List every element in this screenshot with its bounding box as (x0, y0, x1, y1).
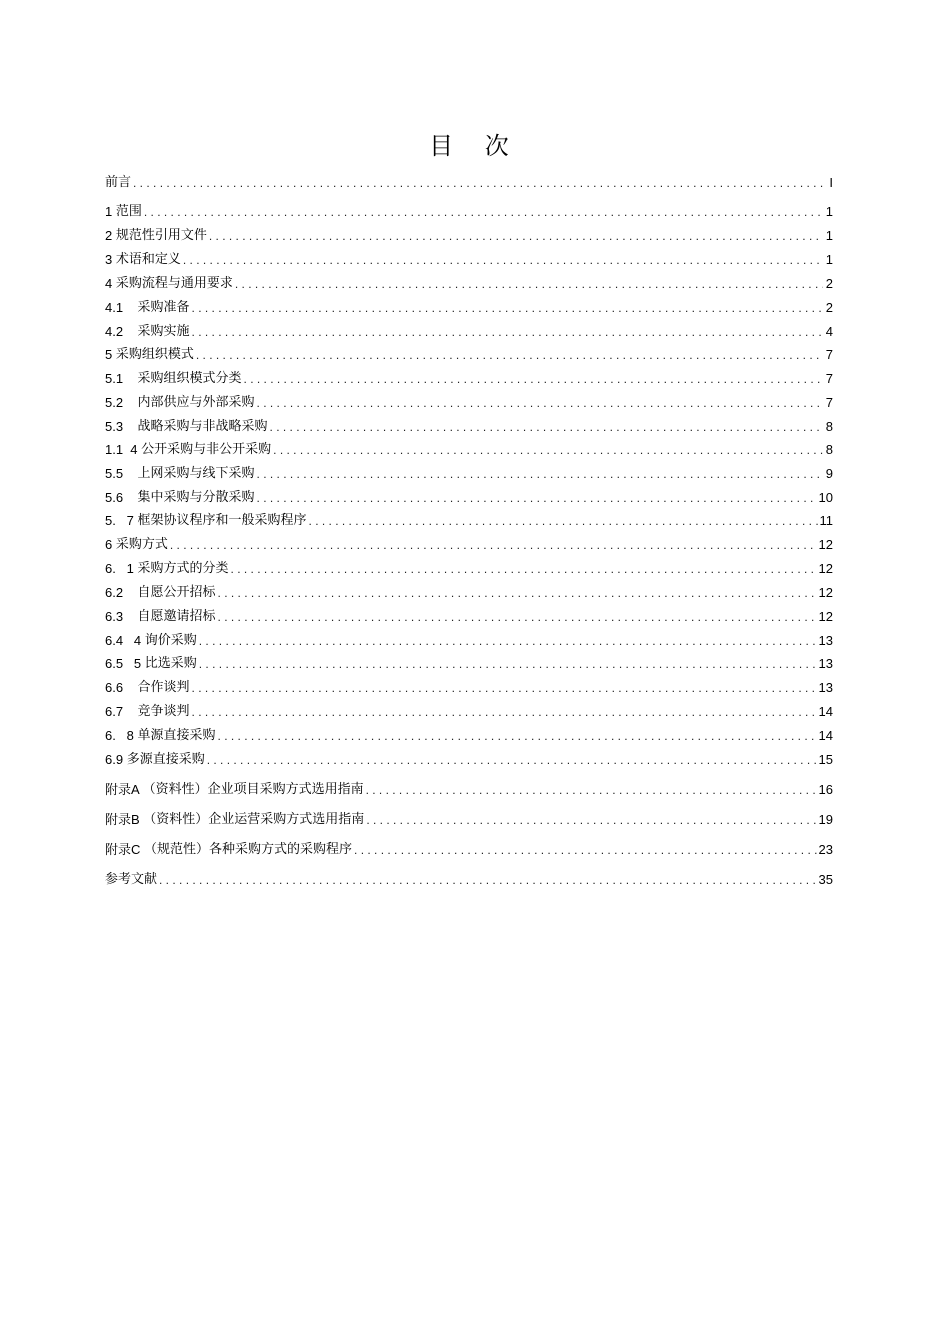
toc-entry-label: （规范性）各种采购方式的采购程序 (144, 842, 353, 857)
toc-entry-number: 5.3 (105, 419, 138, 434)
toc-entry-label: 采购准备 (137, 300, 190, 315)
toc-entry-number: 6.7 (105, 704, 138, 719)
toc-dot-leader (183, 250, 823, 270)
toc-entry[interactable] (105, 417, 833, 437)
toc-entry[interactable] (105, 369, 833, 389)
toc-entry-label: 战略采购与非战略采购 (137, 419, 268, 434)
toc-entry-number: 6.2 (105, 585, 138, 600)
toc-entry[interactable] (105, 298, 833, 318)
toc-dot-leader (159, 870, 817, 890)
toc-entry[interactable] (105, 780, 833, 800)
toc-entry-label: 采购组织模式分类 (137, 371, 242, 386)
page-title: 目 次 (429, 132, 521, 160)
toc-entry[interactable] (105, 250, 833, 270)
toc-entry-page-number: 1 (825, 228, 833, 243)
toc-entry-page-number: 2 (825, 300, 833, 315)
toc-entry-label: 询价采购 (144, 633, 197, 648)
toc-entry-label: 合作谈判 (137, 680, 190, 695)
toc-entry-label: 单源直接采购 (137, 728, 216, 743)
toc-dot-leader (133, 173, 823, 193)
toc-entry[interactable] (105, 870, 833, 890)
toc-entry-label: 内部供应与外部采购 (137, 395, 255, 410)
toc-entry-label: 集中采购与分散采购 (137, 490, 255, 505)
toc-entry[interactable] (105, 274, 833, 294)
toc-entry-label: 上网采购与线下采购 (137, 466, 255, 481)
toc-dot-leader (218, 607, 817, 627)
toc-entry-page-number: 9 (825, 466, 833, 481)
toc-entry-number: 1.1 4 (105, 442, 142, 457)
toc-entry-label: 公开采购与非公开采购 (141, 442, 272, 457)
toc-entry-label: 多源直接采购 (126, 752, 205, 767)
toc-entry[interactable] (105, 393, 833, 413)
toc-entry-page-number: 13 (818, 633, 833, 648)
toc-entry[interactable] (105, 702, 833, 722)
toc-entry[interactable] (105, 810, 833, 830)
toc-entry-label: 采购组织模式 (115, 347, 194, 362)
toc-entry[interactable] (105, 488, 833, 508)
toc-dot-leader (257, 393, 823, 413)
toc-entry-number: 附录C (105, 842, 145, 857)
toc-dot-leader (257, 488, 817, 508)
toc-entry-label: 规范性引用文件 (115, 228, 207, 243)
toc-entry-label: 竞争谈判 (137, 704, 190, 719)
toc-entry-number: 6 (105, 537, 116, 552)
toc-dot-leader (257, 464, 823, 484)
toc-entry-label: 比选采购 (144, 656, 197, 671)
toc-entry-page-number: 4 (825, 324, 833, 339)
toc-dot-leader (209, 226, 823, 246)
toc-entry[interactable] (105, 583, 833, 603)
toc-entry[interactable] (105, 202, 833, 222)
toc-entry-number: 6. 1 (105, 561, 138, 576)
toc-dot-leader (244, 369, 823, 389)
toc-entry-page-number: 8 (825, 442, 833, 457)
toc-entry-page-number: 12 (818, 609, 833, 624)
toc-dot-leader (218, 726, 817, 746)
toc-entry-label: 自愿邀请招标 (137, 609, 216, 624)
toc-entry-number: 附录A (105, 782, 143, 797)
toc-entry-label: 采购流程与通用要求 (115, 276, 233, 291)
toc-entry[interactable] (105, 440, 833, 460)
toc-dot-leader (273, 440, 823, 460)
toc-dot-leader (170, 535, 817, 555)
toc-entry-page-number: 12 (818, 561, 833, 576)
toc-entry-label: 自愿公开招标 (137, 585, 216, 600)
toc-dot-leader (207, 750, 817, 770)
toc-entry-number: 6.4 4 (105, 633, 145, 648)
toc-entry-page-number: 19 (818, 812, 833, 827)
toc-entry-page-number: 16 (818, 782, 833, 797)
toc-entry-label: 采购方式的分类 (137, 561, 229, 576)
toc-entry-page-number: 8 (825, 419, 833, 434)
toc-entry-number: 4 (105, 276, 116, 291)
toc-entry-number: 2 (105, 228, 116, 243)
toc-dot-leader (235, 274, 823, 294)
toc-entry-label: （资料性）企业项目采购方式选用指南 (142, 782, 364, 797)
toc-dot-leader (309, 511, 818, 531)
toc-entry[interactable] (105, 559, 833, 579)
toc-entry-page-number: 7 (825, 395, 833, 410)
toc-entry-label: 采购实施 (137, 324, 190, 339)
toc-entry-number: 6.5 5 (105, 656, 145, 671)
toc-entry-page-number: 13 (818, 680, 833, 695)
toc-entry-number: 4.2 (105, 324, 138, 339)
toc-entry-number: 附录B (105, 812, 144, 827)
toc-entry-label: （资料性）企业运营采购方式选用指南 (143, 812, 365, 827)
toc-dot-leader (354, 840, 817, 860)
toc-dot-leader (192, 298, 823, 318)
toc-entry-label: 前言 (105, 175, 132, 190)
toc-entry[interactable] (105, 678, 833, 698)
toc-entry[interactable] (105, 226, 833, 246)
toc-dot-leader (231, 559, 817, 579)
toc-entry[interactable] (105, 345, 833, 365)
toc-entry-label: 参考文献 (105, 872, 158, 887)
toc-entry-page-number: 1 (825, 252, 833, 267)
toc-entry-page-number: I (829, 175, 833, 190)
toc-entry-number: 5 (105, 347, 116, 362)
toc-dot-leader (196, 345, 823, 365)
toc-entry-page-number: 14 (818, 728, 833, 743)
toc-dot-leader (192, 702, 817, 722)
toc-entry-page-number: 7 (825, 347, 833, 362)
toc-dot-leader (144, 202, 823, 222)
toc-entry[interactable] (105, 173, 833, 193)
toc-entry[interactable] (105, 631, 833, 651)
toc-entry-label: 范围 (115, 204, 142, 219)
toc-dot-leader (199, 654, 817, 674)
toc-entry-page-number: 2 (825, 276, 833, 291)
toc-entry-number: 5.5 (105, 466, 138, 481)
toc-entry[interactable] (105, 322, 833, 342)
toc-entry-page-number: 23 (818, 842, 833, 857)
toc-dot-leader (218, 583, 817, 603)
toc-entry-page-number: 12 (818, 585, 833, 600)
toc-entry[interactable] (105, 535, 833, 555)
toc-entry-number: 3 (105, 252, 116, 267)
toc-entry-page-number: 1 (825, 204, 833, 219)
toc-entry[interactable] (105, 654, 833, 674)
toc-dot-leader (366, 780, 817, 800)
toc-entry-number: 6.9 (105, 752, 127, 767)
toc-entry-number: 6.3 (105, 609, 138, 624)
toc-entry-label: 框架协议程序和一般采购程序 (137, 513, 307, 528)
toc-dot-leader (270, 417, 823, 437)
toc-entry-number: 5.6 (105, 490, 138, 505)
toc-entry-number: 4.1 (105, 300, 138, 315)
toc-entry[interactable] (105, 464, 833, 484)
toc-entry-page-number: 12 (818, 537, 833, 552)
toc-entry-page-number: 14 (818, 704, 833, 719)
toc-entry-label: 术语和定义 (115, 252, 181, 267)
toc-entry-number: 5. 7 (105, 513, 138, 528)
toc-entry-number: 6. 8 (105, 728, 138, 743)
toc-entry-number: 6.6 (105, 680, 138, 695)
toc-entry-page-number: 7 (825, 371, 833, 386)
toc-entry-page-number: 15 (818, 752, 833, 767)
toc-entry[interactable] (105, 726, 833, 746)
toc-entry-page-number: 11 (819, 513, 833, 528)
toc-dot-leader (192, 678, 817, 698)
toc-dot-leader (199, 631, 817, 651)
toc-entry-page-number: 10 (818, 490, 833, 505)
toc-entry-number: 5.1 (105, 371, 138, 386)
toc-entry-page-number: 35 (818, 872, 833, 887)
toc-entry[interactable] (105, 840, 833, 860)
toc-dot-leader (192, 322, 823, 342)
toc-entry-number: 5.2 (105, 395, 138, 410)
toc-entry[interactable] (105, 607, 833, 627)
toc-entry[interactable] (105, 511, 833, 531)
toc-entry-number: 1 (105, 204, 116, 219)
toc-entry-label: 采购方式 (115, 537, 168, 552)
toc-entry-page-number: 13 (818, 656, 833, 671)
toc-dot-leader (366, 810, 816, 830)
toc-entry[interactable] (105, 750, 833, 770)
